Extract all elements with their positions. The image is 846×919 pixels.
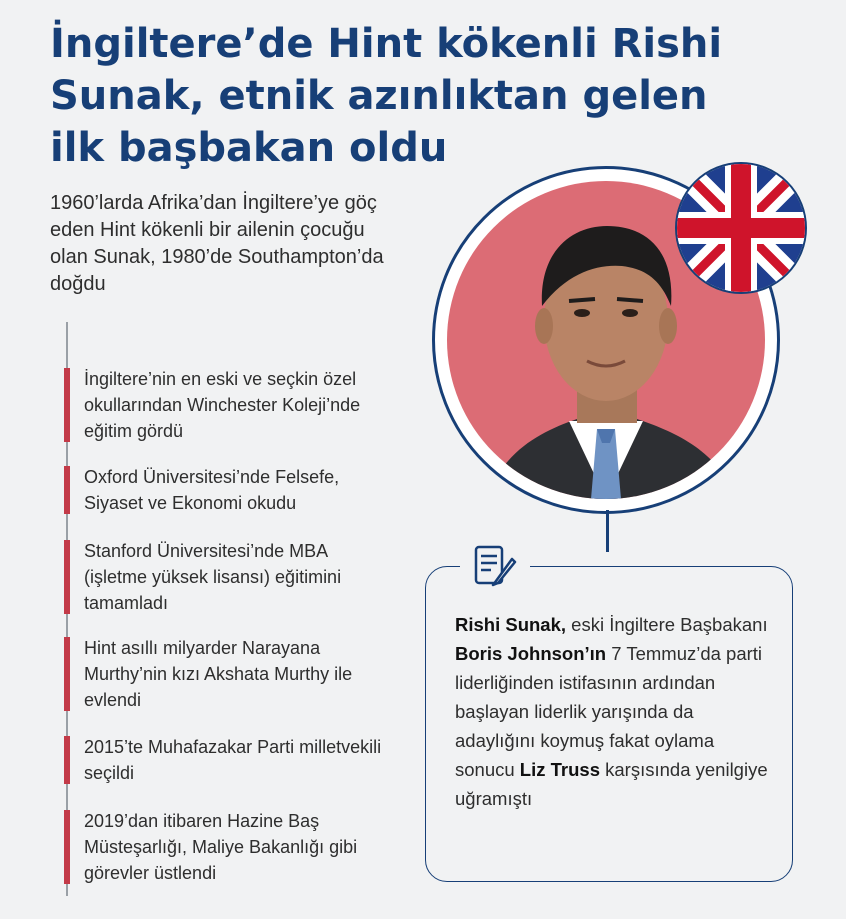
- info-text-part: 7 Temmuz’da parti liderliğinden istifasının ardından başlayan liderlik yarışında da adaylığını koymuş fakat oylama sonucu: [455, 643, 763, 780]
- timeline-text: Oxford Üniversitesi’nde Felsefe, Siyaset ve Ekonomi okudu: [84, 467, 340, 513]
- timeline-marker: [64, 540, 70, 614]
- subtitle: 1960’larda Afrika’dan İngiltere’ye göç eden Hint kökenli bir ailenin çocuğu olan Sunak, 1980’de Southampton’da doğdu: [50, 192, 384, 295]
- timeline-text: Hint asıllı milyarder Narayana Murthy’nin kızı Akshata Murthy ile evlendi: [84, 638, 353, 710]
- timeline-text: İngiltere’nin en eski ve seçkin özel okullarından Winchester Koleji’nde eğitim gördü: [84, 369, 361, 441]
- timeline-marker: [64, 736, 70, 784]
- info-text-part: karşısında yenilgiye uğramıştı: [455, 759, 768, 809]
- johnson-highlight: Boris Johnson’ın: [455, 643, 607, 664]
- info-text-part: eski İngiltere Başbakanı: [566, 614, 768, 635]
- title-line: ilk başbakan oldu: [50, 125, 448, 171]
- timeline-text: Stanford Üniversitesi’nde MBA (işletme yüksek lisansı) eğitimini tamamladı: [84, 541, 342, 613]
- timeline-text: 2019’dan itibaren Hazine Baş Müsteşarlığı, Maliye Bakanlığı gibi görevler üstlendi: [84, 811, 358, 883]
- page-title: [50, 18, 750, 174]
- uk-flag-icon: [675, 162, 807, 294]
- document-pen-icon: [460, 545, 530, 587]
- timeline-marker: [64, 637, 70, 711]
- timeline-marker: [64, 810, 70, 884]
- info-text: [455, 610, 775, 813]
- timeline-marker: [64, 368, 70, 442]
- timeline-marker: [64, 466, 70, 514]
- timeline-text: 2015’te Muhafazakar Parti milletvekili seçildi: [84, 737, 382, 783]
- title-line: Sunak, etnik azınlıktan gelen: [50, 73, 708, 119]
- connector-line: [606, 510, 609, 552]
- name-highlight: Rishi Sunak,: [455, 614, 567, 635]
- truss-highlight: Liz Truss: [519, 759, 600, 780]
- title-line: İngiltere’de Hint kökenli Rishi: [50, 21, 723, 67]
